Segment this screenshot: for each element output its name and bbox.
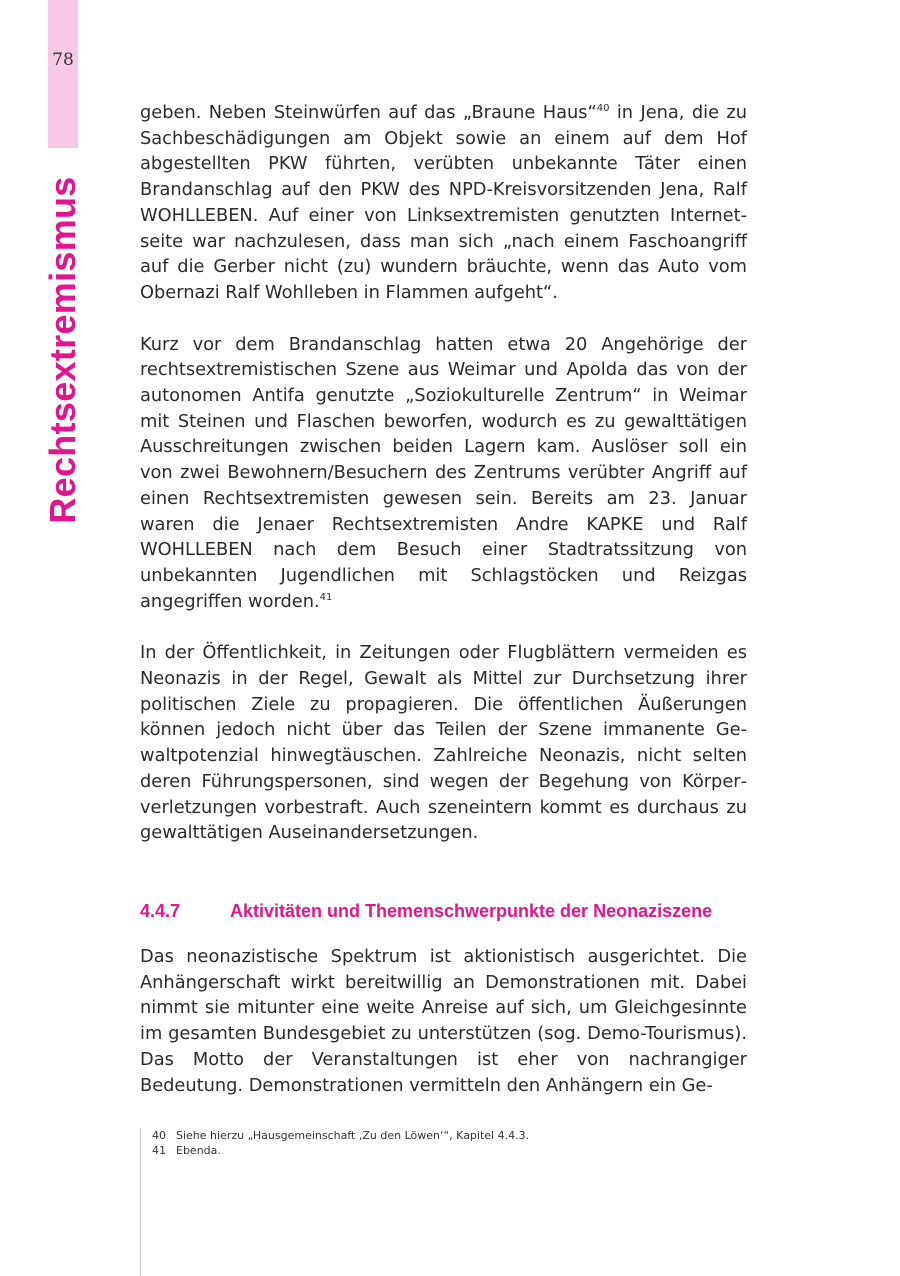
paragraph-text: geben. Neben Steinwürfen auf das „Braune Haus“: [140, 102, 597, 123]
main-text: [140, 100, 747, 1124]
section-paragraph: Das neonazistische Spektrum ist aktionistisch ausgerichtet. Die Anhängerschaft wirkt bereitwillig an Demonstrationen mit. Dabei nimmt sie mitunter eine weite Anreise auf sich, um Gleichgesinnte im gesamten Bundesgebiet zu unterstützen (sog. Demo-Tourismus). Das Motto der Veranstaltungen ist eher von nachrangiger Bedeutung. Demonstrationen vermitteln den Anhängern ein Ge-: [140, 945, 747, 1096]
footnote-reference: 40: [596, 103, 610, 114]
section-number: 4.4.7: [140, 900, 181, 921]
paragraph: [140, 100, 747, 306]
footnote-reference: 41: [319, 591, 333, 603]
paragraph: [140, 332, 747, 615]
paragraph-text: in Jena, die zu Sachbeschädigungen am Objekt sowie an einem auf dem Hof abgestellten PKW führten, verübten unbekannte Täter einen Brandanschlag auf den PKW des NPD-Kreisvorsitzenden Jena, Ralf WOHLLEBEN. Auf einer von Linksextremisten genutzten Internetseite war nachzulesen, dass man sich „nach einem Faschoangriff auf die Gerber nicht (zu) wundern bräuchte, wenn das Auto vom Obernazi Ralf Wohlleben in Flammen aufgeht“.: [140, 102, 747, 303]
footnote-text: Ebenda.: [176, 1144, 221, 1157]
page-number: 78: [52, 50, 74, 70]
footnote: [152, 1128, 529, 1143]
section-title: Aktivitäten und Themenschwerpunkte der Neonaziszene: [230, 900, 713, 921]
paragraph: [140, 640, 747, 846]
footnote-number: 40: [152, 1129, 166, 1142]
paragraph-text: In der Öffentlichkeit, in Zeitungen oder Flugblättern vermeiden es Neonazis in der Regel, Gewalt als Mittel zur Durchsetzung ihrer politischen Ziele zu propagieren. Die öffentlichen Äußerungen können jedoch nicht über das Teilen der Szene immanente Gewaltpotenzial hinwegtäuschen. Zahlreiche Neonazis, nicht selten deren Führungspersonen, sind wegen der Begehung von Körperverletzungen vorbestraft. Auch szeneintern kommt es durchaus zu gewalttätigen Auseinandersetzungen.: [140, 642, 747, 844]
chapter-tab: [48, 0, 78, 148]
footnotes: [152, 1128, 529, 1158]
chapter-label: Rechtsextremismus: [42, 176, 83, 524]
footnote-text: Siehe hierzu „Hausgemeinschaft ‚Zu den Löwen‘“, Kapitel 4.4.3.: [176, 1129, 530, 1142]
section-heading: [140, 901, 747, 922]
footnote-rule: [140, 1128, 141, 1276]
footnote: [152, 1143, 529, 1158]
paragraph-text: Kurz vor dem Brandanschlag hatten etwa 20 Angehörige der rechtsextremistischen Szene aus Weimar und Apolda das von der autonomen Antifa genutzte „Soziokulturelle Zentrum“ in Weimar mit Steinen und Flaschen beworfen, wodurch es zu gewalttätigen Ausschreitungen zwischen beiden Lagern kam. Auslöser soll ein von zwei Bewohnern/Besuchern des Zentrums verübter Angriff auf einen Rechtsextremisten gewesen sein. Bereits am 23. Januar waren die Jenaer Rechtsextremisten Andre KAPKE und Ralf WOHLLEBEN nach dem Besuch einer Stadtratssitzung von unbekannten Jugendlichen mit Schlagstöcken und Reizgas angegriffen worden.: [140, 333, 747, 612]
footnote-number: 41: [152, 1144, 166, 1157]
